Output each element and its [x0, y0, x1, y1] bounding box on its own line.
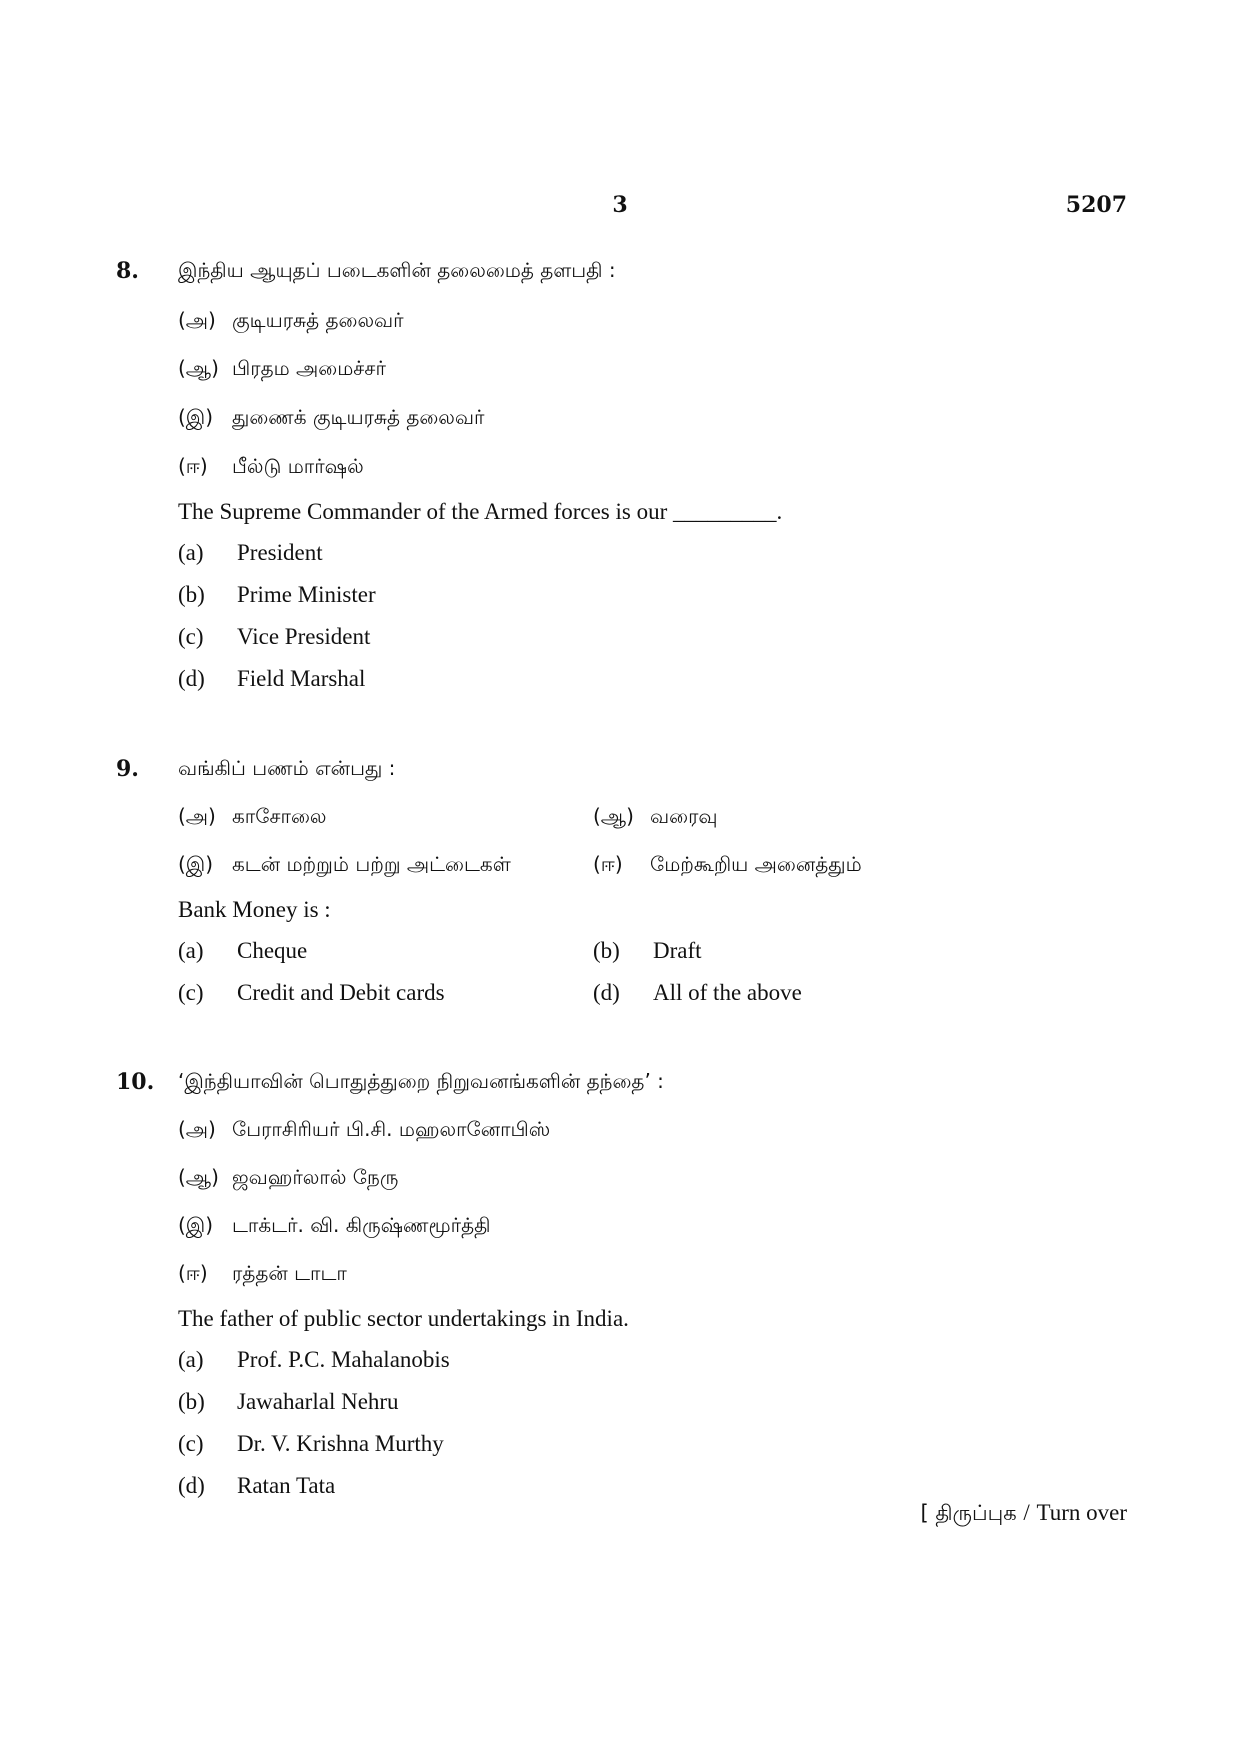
question-tamil-stem: இந்திய ஆயுதப் படைகளின் தலைமைத் தளபதி :: [178, 258, 616, 282]
turn-over-separator: /: [1023, 1500, 1030, 1525]
tamil-option-text: காசோலை: [232, 804, 327, 828]
tamil-option-text: டாக்டர். வி. கிருஷ்ணமூர்த்தி: [232, 1213, 491, 1237]
english-option-label: (a): [178, 540, 204, 565]
question-english-stem: Bank Money is :: [178, 897, 331, 922]
tamil-option-label: (ஈ): [178, 1261, 208, 1285]
english-option-label: (a): [178, 938, 204, 963]
english-option-text: Credit and Debit cards: [237, 980, 445, 1005]
question-english-stem: The father of public sector undertakings in India.: [178, 1306, 629, 1331]
tamil-option-text: பீல்டு மார்ஷல்: [232, 454, 364, 478]
tamil-option-text: துணைக் குடியரசுத் தலைவர்: [232, 405, 485, 429]
tamil-option-label: (அ): [178, 1117, 216, 1141]
english-option-text: President: [237, 540, 323, 565]
question-number: 9.: [116, 756, 139, 782]
turn-over-bracket: [: [920, 1501, 929, 1525]
tamil-option-label: (இ): [178, 852, 214, 876]
tamil-option-text: வரைவு: [650, 804, 718, 828]
english-option-text: Draft: [653, 938, 702, 963]
question-tamil-stem: வங்கிப் பணம் என்பது :: [178, 756, 396, 780]
paper-code: 5207: [1065, 192, 1127, 218]
english-option-label: (d): [593, 980, 620, 1005]
tamil-option-text: ரத்தன் டாடா: [232, 1261, 347, 1285]
question-tamil-stem: ‘இந்தியாவின் பொதுத்துறை நிறுவனங்களின் தந்தை’ :: [178, 1069, 664, 1093]
tamil-option-label: (ஈ): [178, 454, 208, 478]
question-number: 10.: [116, 1069, 155, 1095]
english-option-text: Jawaharlal Nehru: [237, 1389, 399, 1414]
question-number: 8.: [116, 258, 139, 284]
tamil-option-text: ஜவஹர்லால் நேரு: [232, 1165, 399, 1189]
tamil-option-label: (அ): [178, 804, 216, 828]
tamil-option-label: (இ): [178, 405, 214, 429]
tamil-option-label: (ஆ): [178, 1165, 219, 1189]
tamil-option-text: கடன் மற்றும் பற்று அட்டைகள்: [232, 852, 511, 876]
english-option-label: (d): [178, 1473, 205, 1498]
english-option-label: (c): [178, 624, 204, 649]
tamil-option-text: குடியரசுத் தலைவர்: [232, 308, 404, 332]
english-option-label: (b): [178, 582, 205, 607]
turn-over-english: Turn over: [1036, 1500, 1127, 1525]
tamil-option-text: மேற்கூறிய அனைத்தும்: [650, 852, 862, 876]
english-option-label: (c): [178, 980, 204, 1005]
turn-over-note: [920, 1500, 1127, 1528]
tamil-option-label: (அ): [178, 308, 216, 332]
tamil-option-text: பிரதம அமைச்சர்: [232, 356, 386, 380]
english-option-label: (b): [593, 938, 620, 963]
english-option-label: (d): [178, 666, 205, 691]
english-option-text: Field Marshal: [237, 666, 366, 691]
english-option-text: Ratan Tata: [237, 1473, 336, 1498]
english-option-text: Vice President: [237, 624, 371, 649]
english-option-label: (a): [178, 1347, 204, 1372]
english-option-text: Prof. P.C. Mahalanobis: [237, 1347, 450, 1372]
english-option-label: (c): [178, 1431, 204, 1456]
tamil-option-text: பேராசிரியர் பி.சி. மஹலானோபிஸ்: [232, 1117, 551, 1141]
tamil-option-label: (ஆ): [178, 356, 219, 380]
english-option-text: Prime Minister: [237, 582, 376, 607]
turn-over-tamil: திருப்புக: [935, 1501, 1017, 1525]
page-number: 3: [612, 192, 628, 218]
tamil-option-label: (ஆ): [593, 804, 634, 828]
tamil-option-label: (இ): [178, 1213, 214, 1237]
question-english-stem: The Supreme Commander of the Armed forces is our _________.: [178, 499, 783, 524]
english-option-text: All of the above: [653, 980, 802, 1005]
english-option-label: (b): [178, 1389, 205, 1414]
english-option-text: Dr. V. Krishna Murthy: [237, 1431, 444, 1456]
english-option-text: Cheque: [237, 938, 308, 963]
tamil-option-label: (ஈ): [593, 852, 623, 876]
